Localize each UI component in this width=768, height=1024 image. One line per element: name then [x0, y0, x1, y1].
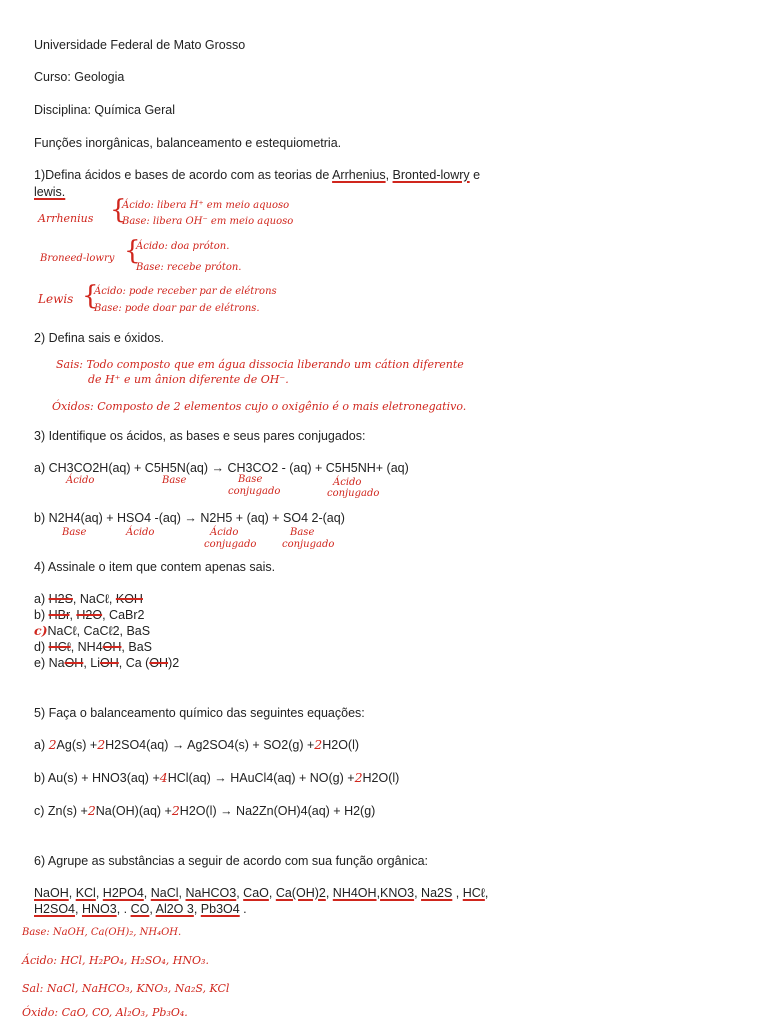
q3a-label-conjugado-2: conjugado — [327, 488, 380, 499]
bronted-term: Bronted-lowry — [392, 168, 470, 182]
q3b-label-base: Base — [62, 527, 87, 538]
q4-option-d: d) HCℓ, NH4OH, BaS — [34, 640, 152, 654]
q6-prompt: 6) Agrupe as substâncias a seguir de acordo com sua função orgânica: — [34, 854, 428, 868]
q6-answer-oxido: Óxido: CaO, CO, Al₂O₃, Pb₃O₄. — [22, 1006, 188, 1019]
q5-equation-a: a) 2Ag(s) +2H2SO4(aq) → Ag2SO4(s) + SO2(g) +2H2O(l) — [34, 737, 360, 752]
q3a-label-acido-conj: Ácido — [333, 477, 362, 488]
q6-substances-line1: NaOH, KCl, H2PO4, NaCl, NaHCO3, CaO, Ca(OH)2, NH4OH,KNO3, Na2S , HCℓ, — [34, 886, 489, 900]
note-sais-line1: Sais: Todo composto que em água dissocia liberando um cátion diferente — [56, 358, 464, 371]
q3b-label-conjugado-2: conjugado — [282, 539, 335, 550]
q6-answer-acido: Ácido: HCl, H₂PO₄, H₂SO₄, HNO₃. — [22, 954, 209, 967]
q6-substances-line2: H2SO4, HNO3, . CO, Al2O 3, Pb3O4 . — [34, 902, 247, 916]
note-arrhenius-label: Arrhenius — [38, 212, 94, 225]
university-line: Universidade Federal de Mato Grosso — [34, 38, 246, 52]
course-line: Curso: Geologia — [34, 70, 125, 84]
note-bronsted-acid: Ácido: doa próton. — [136, 241, 230, 252]
note-oxidos: Óxidos: Composto de 2 elementos cujo o oxigênio é o mais eletronegativo. — [52, 400, 467, 413]
q4-prompt: 4) Assinale o item que contem apenas sais. — [34, 560, 276, 574]
q6-answer-sal: Sal: NaCl, NaHCO₃, KNO₃, Na₂S, KCl — [22, 982, 230, 995]
q3b-label-acido: Ácido — [126, 527, 155, 538]
note-lewis-label: Lewis — [38, 292, 74, 306]
q5-prompt: 5) Faça o balanceamento químico das seguintes equações: — [34, 706, 365, 720]
q4-option-c-selected: c)NaCℓ, CaCℓ2, BaS — [34, 623, 151, 638]
q5-equation-c: c) Zn(s) +2Na(OH)(aq) +2H2O(l) → Na2Zn(OH)4(aq) + H2(g) — [34, 803, 376, 818]
q2-prompt: 2) Defina sais e óxidos. — [34, 331, 164, 345]
q4-option-a: a) H2S, NaCℓ, KOH — [34, 592, 143, 606]
brace-bronsted: { — [124, 236, 141, 266]
q5-equation-b: b) Au(s) + HNO3(aq) +4HCl(aq) → HAuCl4(aq) + NO(g) +2H2O(l) — [34, 770, 400, 785]
note-bronsted-base: Base: recebe próton. — [136, 262, 242, 273]
discipline-line: Disciplina: Química Geral — [34, 103, 176, 117]
q3a-label-base: Base — [162, 475, 187, 486]
q4-option-e: e) NaOH, LiOH, Ca (OH)2 — [34, 656, 180, 670]
brace-lewis: { — [82, 281, 99, 311]
note-sais-line2: de H⁺ e um ânion diferente de OH⁻. — [88, 373, 289, 386]
q4-selection-mark: c) — [34, 623, 48, 638]
q3b-label-conjugado-1: conjugado — [204, 539, 257, 550]
arrhenius-term: Arrhenius — [332, 168, 386, 182]
q4-option-b: b) HBr, H2O, CaBr2 — [34, 608, 145, 622]
note-arrhenius-acid: Ácido: libera H⁺ em meio aquoso — [122, 200, 290, 211]
q3-equation-b: b) N2H4(aq) + HSO4 -(aq) → N2H5 + (aq) + SO4 2-(aq) — [34, 511, 345, 525]
q6-answer-base: Base: NaOH, Ca(OH)₂, NH₄OH. — [22, 927, 182, 938]
q1-prompt-line2: lewis. — [34, 185, 66, 199]
note-bronsted-label: Broneed-lowry — [40, 253, 115, 264]
q3a-label-acido: Ácido — [66, 475, 95, 486]
q3-prompt: 3) Identifique os ácidos, as bases e seus pares conjugados: — [34, 429, 366, 443]
note-lewis-base: Base: pode doar par de elétrons. — [94, 303, 260, 314]
q3a-label-conjugado-1: conjugado — [228, 486, 281, 497]
note-arrhenius-base: Base: libera OH⁻ em meio aquoso — [122, 216, 294, 227]
topic-line: Funções inorgânicas, balanceamento e estequiometria. — [34, 136, 342, 150]
q3-equation-a: a) CH3CO2H(aq) + C5H5N(aq) → CH3CO2 - (aq) + C5H5NH+ (aq) — [34, 461, 409, 475]
note-lewis-acid: Ácido: pode receber par de elétrons — [94, 286, 277, 297]
q3a-label-base-conj: Base — [238, 474, 263, 485]
q1-prompt: 1)Defina ácidos e bases de acordo com as teorias de Arrhenius, Bronted-lowry e — [34, 168, 481, 182]
brace-arrhenius: { — [110, 195, 127, 225]
q3b-label-acido-conj: Ácido — [210, 527, 239, 538]
q3b-label-base-conj: Base — [290, 527, 315, 538]
